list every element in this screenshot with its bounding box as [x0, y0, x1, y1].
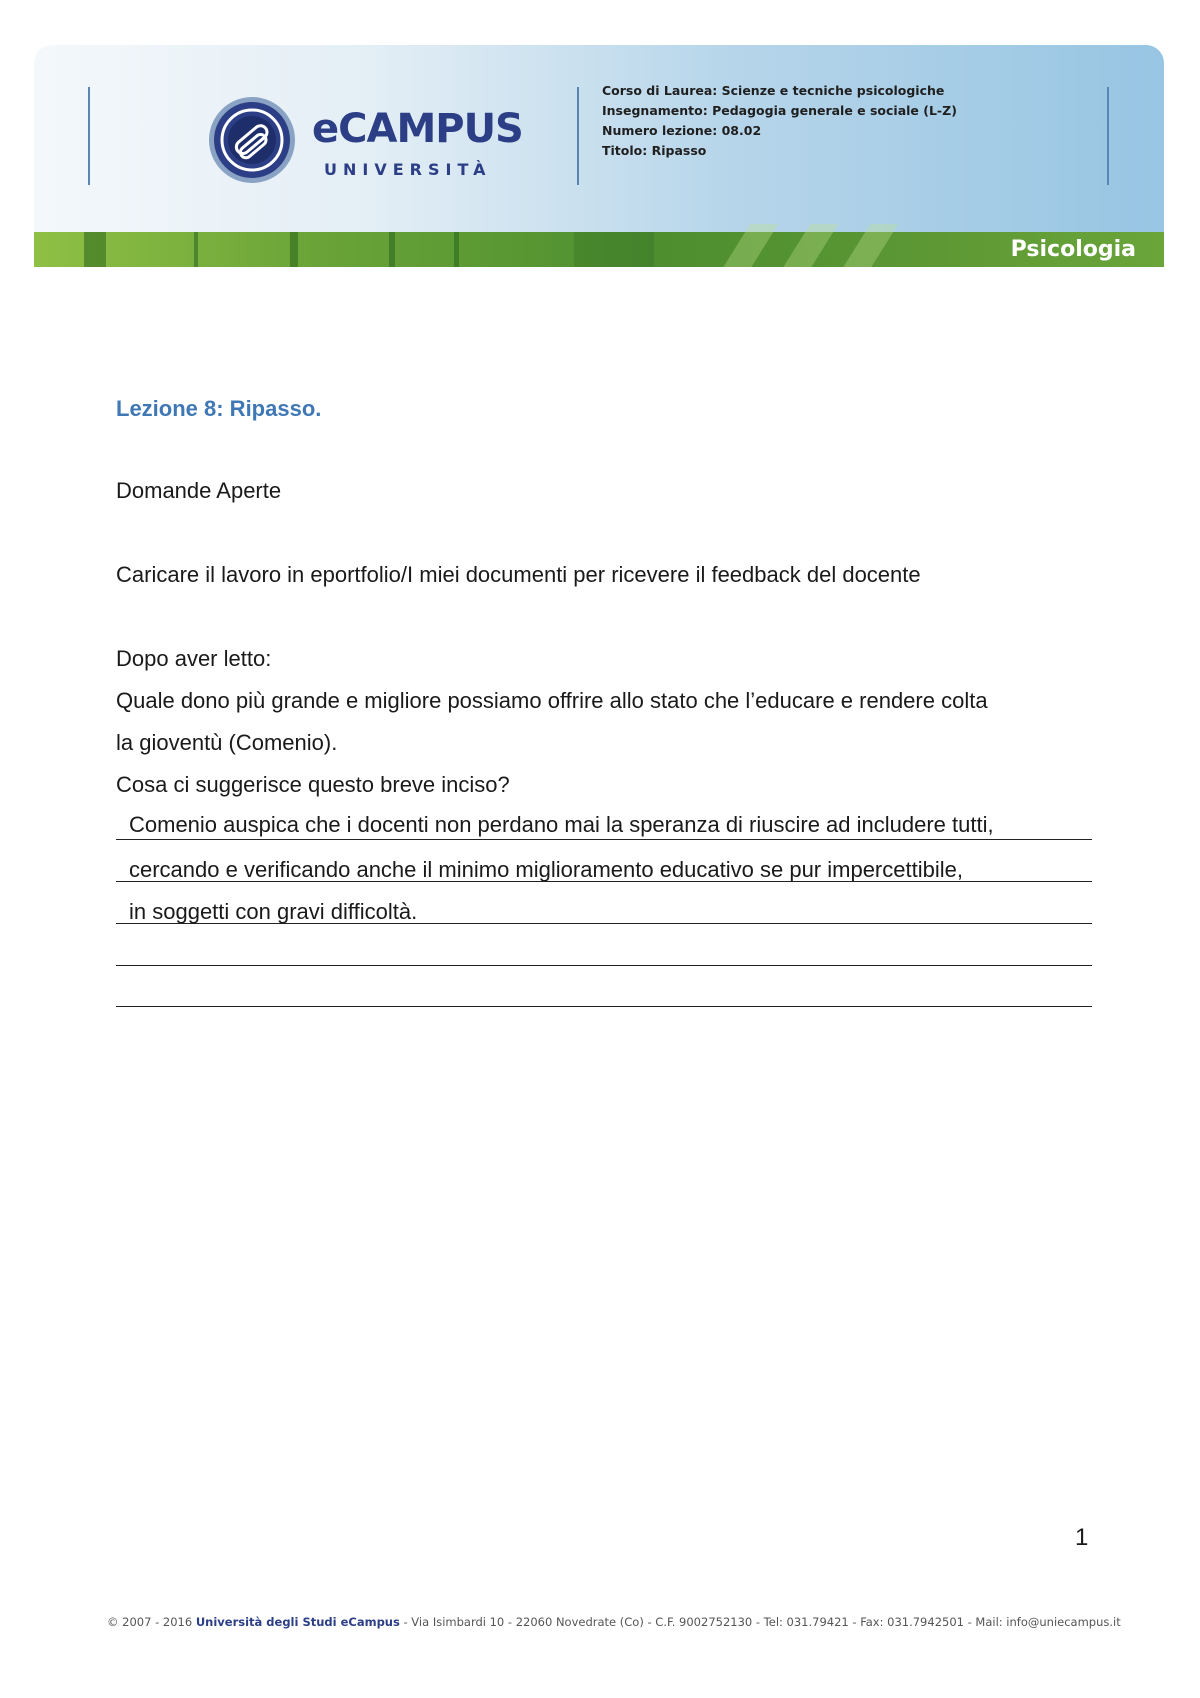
ecampus-emblem-icon	[208, 96, 296, 184]
header-banner	[34, 45, 1164, 267]
strip-slant	[778, 224, 838, 267]
course-lesson-title: Titolo: Ripasso	[602, 143, 707, 158]
prompt-intro: Dopo aver letto:	[116, 646, 272, 671]
footer-details: - Via Isimbardi 10 - 22060 Novedrate (Co) - C.F. 9002752130 - Tel: 031.79421 - Fax: 031.7942501 - Mail: info@uniecampus.it	[399, 1615, 1121, 1629]
banner-divider-left	[88, 87, 90, 185]
answer-rule-4	[116, 965, 1092, 966]
question-text: Cosa ci suggerisce questo breve inciso?	[116, 772, 510, 797]
answer-rule-2	[116, 881, 1092, 882]
footer	[107, 1615, 1121, 1629]
quote-line-2: la gioventù (Comenio).	[116, 730, 338, 755]
answer-rule-1	[116, 839, 1092, 840]
quote-line-1: Quale dono più grande e migliore possiamo offrire allo stato che l’educare e rendere colta	[116, 688, 988, 713]
banner-divider-middle	[577, 87, 579, 185]
strip-band	[389, 232, 395, 267]
answer-line-text-2: cercando e verificando anche il minimo miglioramento educativo se pur impercettibile,	[129, 857, 963, 882]
strip-band	[84, 232, 106, 267]
ecampus-logo	[174, 90, 523, 190]
strip-band	[290, 232, 298, 267]
course-info	[602, 81, 957, 161]
banner-green-strip	[34, 232, 1164, 267]
section-heading: Domande Aperte	[116, 478, 282, 503]
strip-slant	[718, 224, 778, 267]
logo-wordmark: eCAMPUS	[312, 106, 523, 152]
strip-band	[194, 232, 198, 267]
course-degree: Corso di Laurea: Scienze e tecniche psicologiche	[602, 83, 945, 98]
answer-rule-3	[116, 923, 1092, 924]
lesson-title: Lezione 8: Ripasso.	[116, 396, 322, 421]
banner-divider-right	[1107, 87, 1109, 185]
footer-copyright: © 2007 - 2016	[107, 1615, 196, 1629]
course-lesson-number: Numero lezione: 08.02	[602, 123, 762, 138]
strip-band	[454, 232, 459, 267]
instruction-text: Caricare il lavoro in eportfolio/I miei documenti per ricevere il feedback del docente	[116, 562, 921, 587]
strip-band	[574, 232, 654, 267]
section-label: Psicologia	[1010, 237, 1136, 262]
answer-line-text-1: Comenio auspica che i docenti non perdano mai la speranza di riuscire ad includere tutti,	[129, 812, 994, 837]
strip-slant	[838, 224, 898, 267]
answer-rule-5	[116, 1006, 1092, 1007]
footer-institution: Università degli Studi eCampus	[195, 1615, 400, 1629]
course-subject: Insegnamento: Pedagogia generale e sociale (L-Z)	[602, 103, 957, 118]
answer-line-text-3: in soggetti con gravi difficoltà.	[129, 899, 418, 924]
logo-subtitle: UNIVERSITÀ	[324, 160, 492, 179]
page-number: 1	[1075, 1524, 1089, 1551]
